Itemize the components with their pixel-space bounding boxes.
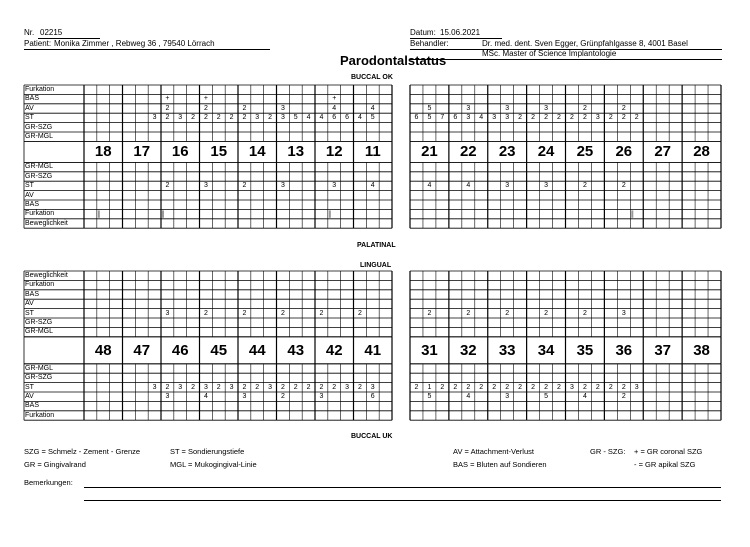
upper-top-bas-value[interactable]: + [332,95,337,103]
lower-top-st-value[interactable]: 2 [242,309,247,317]
lower-bottom-st-value[interactable]: 3 [203,383,208,391]
upper-top-st-value[interactable]: 2 [570,114,574,122]
upper-top-st-value[interactable]: 2 [608,114,613,122]
upper-top-st-value[interactable]: 3 [280,114,285,122]
upper-tooth-17: 17 [133,143,151,161]
lower-bottom-st-value[interactable]: 2 [505,383,510,391]
upper-top-st-value[interactable]: 3 [595,114,600,122]
lower-top-st-value[interactable]: 2 [357,309,362,317]
lower-tooth-42: 42 [325,341,343,359]
upper-bottom-st-value[interactable]: 2 [621,182,626,190]
lower-bottom-av-value[interactable]: 3 [165,393,170,400]
upper-top-st-value[interactable]: 2 [242,114,247,122]
lower-bottom-av-value[interactable]: 5 [544,393,548,400]
section-buccal-ok: BUCCAL OK [351,74,393,81]
lower-top-st-value[interactable]: 2 [466,309,471,317]
upper-top-st-value[interactable]: 3 [505,114,510,122]
lower-bottom-st-value[interactable]: 2 [357,383,362,391]
upper-top-st-value[interactable]: 2 [268,114,273,122]
lower-bottom-av-value[interactable]: 4 [582,393,587,400]
section-buccal-uk: BUCCAL UK [351,433,393,440]
lower-top-label-gr-mgl: GR-MGL [25,328,53,336]
lower-bottom-st-value[interactable]: 2 [479,383,484,391]
lower-bottom-st-value[interactable]: 2 [531,383,536,391]
lower-bottom-st-value[interactable]: 3 [152,383,157,391]
lower-top-st-value[interactable]: 2 [427,309,432,317]
upper-tooth-14: 14 [248,143,266,161]
lower-top-st-value[interactable]: 2 [505,309,510,317]
upper-top-st-value[interactable]: 2 [165,114,170,122]
lower-bottom-st-value[interactable]: 2 [453,383,458,391]
section-palatinal: PALATINAL [357,242,396,249]
upper-tooth-15: 15 [210,143,228,161]
upper-bottom-label-beweglichkeit: Beweglichkeit [25,219,68,227]
lower-bottom-st-value[interactable]: 2 [242,383,247,391]
upper-bottom-label-gr-szg: GR-SZG [25,172,53,180]
lower-top-label-bas: BAS [25,290,40,298]
lower-bottom-av-value[interactable]: 3 [242,393,247,400]
lower-bottom-st-value[interactable]: 2 [621,383,626,391]
upper-top-st-value[interactable]: 5 [427,114,432,122]
lower-tooth-41: 41 [364,341,382,359]
upper-tooth-28: 28 [693,143,710,161]
lower-bottom-label-bas: BAS [25,402,40,410]
lower-bottom-st-value[interactable]: 1 [427,383,432,391]
lower-bottom-st-value[interactable]: 2 [544,383,548,391]
upper-top-st-value[interactable]: 7 [440,114,445,122]
lower-bottom-label-st: ST [25,383,34,391]
lower-bottom-st-value[interactable]: 2 [280,383,285,391]
doctor-line2: MSc. Master of Science Implantologie [482,49,617,58]
upper-bottom-label-av: AV [25,191,34,199]
upper-top-st-value[interactable]: 3 [466,114,471,122]
furcation-mark [162,210,164,217]
upper-top-st-value[interactable]: 2 [531,114,536,122]
lower-bottom-st-value[interactable]: 2 [255,383,260,391]
page-title: Parodontalstatus [340,53,447,68]
upper-tooth-25: 25 [576,143,594,161]
lower-top-st-value[interactable]: 2 [280,309,285,317]
upper-bottom-st-value[interactable]: 4 [427,182,432,190]
lower-tooth-47: 47 [133,341,151,359]
legend-st: ST = Sondierungstiefe [170,447,245,456]
behandler-label: Behandler: [410,39,449,48]
lower-tooth-35: 35 [576,341,594,359]
upper-tooth-23: 23 [498,143,516,161]
lower-bottom-st-value[interactable]: 3 [634,383,639,391]
lower-bottom-st-value[interactable]: 2 [582,383,587,391]
upper-top-bas-value[interactable]: + [165,95,170,103]
lower-bottom-label-av: AV [25,393,34,400]
upper-bottom-st-value[interactable]: 4 [466,182,471,190]
remarks-label: Bemerkungen: [24,478,73,487]
upper-top-label-av: AV [25,104,34,112]
legend-minus: - = GR apikal SZG [634,460,696,469]
upper-top-st-value[interactable]: 3 [492,114,497,122]
upper-top-st-value[interactable]: 4 [306,114,311,122]
lower-bottom-st-value[interactable]: 2 [595,383,600,391]
legend-szg: SZG = Schmelz - Zement - Grenze [24,447,141,456]
upper-top-label-bas: BAS [25,95,40,103]
lower-bottom-st-value[interactable]: 3 [370,383,375,391]
upper-top-st-value[interactable]: 5 [370,114,375,122]
upper-bottom-label-furkation: Furkation [25,210,55,218]
doctor-line1: Dr. med. dent. Sven Egger, Grünpfahlgasse 8, 4001 Basel [482,39,688,48]
upper-bottom-label-bas: BAS [25,201,40,208]
upper-top-av-value[interactable]: 2 [621,104,626,112]
upper-top-st-value[interactable]: 2 [518,114,523,122]
lower-bottom-av-value[interactable]: 5 [427,393,432,400]
lower-bottom-av-value[interactable]: 3 [319,393,324,400]
upper-top-st-value[interactable]: 4 [357,114,362,122]
lower-bottom-av-value[interactable]: 4 [466,393,471,400]
upper-tooth-11: 11 [364,143,381,161]
lower-bottom-st-value[interactable]: 2 [165,383,170,391]
upper-top-av-value[interactable]: 4 [332,104,337,112]
upper-tooth-24: 24 [537,143,555,161]
upper-tooth-13: 13 [287,143,305,161]
upper-top-st-value[interactable]: 3 [178,114,183,122]
upper-tooth-12: 12 [325,143,343,161]
furcation-mark [329,210,331,217]
lower-bottom-st-value[interactable]: 2 [608,383,613,391]
upper-top-st-value[interactable]: 3 [152,114,157,122]
lower-bottom-st-value[interactable]: 2 [414,383,419,391]
lower-bottom-av-value[interactable]: 3 [505,393,510,400]
upper-tooth-22: 22 [459,143,477,161]
upper-top-bas-value[interactable]: + [203,95,208,103]
lower-bottom-st-value[interactable]: 3 [345,383,350,391]
lower-top-st-value[interactable]: 3 [165,309,170,317]
legend-av: AV = Attachment-Verlust [453,447,534,456]
lower-tooth-36: 36 [615,341,633,359]
datum-label: Datum: [410,28,436,37]
upper-top-st-value[interactable]: 2 [544,114,548,122]
upper-bottom-st-value[interactable]: 3 [332,182,337,190]
upper-top-st-value[interactable]: 2 [229,114,234,122]
furcation-mark [98,210,100,217]
nr-label: Nr. [24,28,35,37]
upper-bottom-st-value[interactable]: 4 [370,182,375,190]
upper-top-av-value[interactable]: 2 [165,104,170,112]
upper-top-st-value[interactable]: 2 [557,114,561,122]
lower-bottom-label-gr-szg: GR-SZG [25,374,53,382]
upper-top-av-value[interactable]: 4 [370,104,375,112]
lower-tooth-45: 45 [210,341,228,359]
upper-top-st-value[interactable]: 2 [634,114,639,122]
lower-tooth-46: 46 [171,341,189,359]
lower-bottom-st-value[interactable]: 2 [293,383,298,391]
lower-top-label-beweglichkeit: Beweglichkeit [25,272,68,279]
lower-bottom-st-value[interactable]: 2 [216,383,221,391]
lower-tooth-48: 48 [94,341,112,359]
upper-top-av-value[interactable]: 3 [466,104,471,112]
upper-top-st-value[interactable]: 4 [479,114,484,122]
lower-bottom-st-value[interactable]: 3 [570,383,574,391]
lower-bottom-st-value[interactable]: 2 [319,383,324,391]
upper-top-st-value[interactable]: 4 [319,114,324,122]
upper-top-st-value[interactable]: 2 [216,114,221,122]
upper-bottom-st-value[interactable]: 2 [165,182,170,190]
legend-gr: GR = Gingivalrand [24,460,86,469]
patient-value[interactable]: Monika Zimmer , Rebweg 36 , 79540 Lörrach [54,39,215,48]
lower-bottom-av-value[interactable]: 2 [621,393,626,400]
lower-top-label-av: AV [25,300,34,308]
lower-top-label-st: ST [25,309,34,317]
lower-bottom-st-value[interactable]: 2 [466,383,471,391]
legend-bas: BAS = Bluten auf Sondieren [453,460,547,469]
upper-tooth-21: 21 [421,143,438,161]
upper-bottom-label-gr-mgl: GR-MGL [25,163,53,171]
upper-bottom-label-st: ST [25,182,34,190]
lower-bottom-st-value[interactable]: 3 [268,383,273,391]
lower-bottom-st-value[interactable]: 2 [306,383,311,391]
upper-tooth-18: 18 [94,143,112,161]
upper-bottom-st-value[interactable]: 3 [544,182,548,190]
upper-tooth-27: 27 [654,143,672,161]
legend-plus: + = GR coronal SZG [634,447,703,456]
upper-top-av-value[interactable]: 3 [544,104,548,112]
upper-top-st-value[interactable]: 5 [293,114,298,122]
upper-top-av-value[interactable]: 3 [280,104,285,112]
upper-bottom-st-value[interactable]: 2 [582,182,587,190]
upper-top-av-value[interactable]: 3 [505,104,510,112]
lower-tooth-38: 38 [693,341,710,359]
lower-top-st-value[interactable]: 2 [582,309,587,317]
lower-bottom-av-value[interactable]: 2 [280,393,285,400]
upper-top-st-value[interactable]: 2 [582,114,587,122]
lower-top-label-gr-szg: GR-SZG [25,319,53,326]
upper-top-label-st: ST [25,114,34,122]
upper-top-st-value[interactable]: 2 [203,114,208,122]
patient-label: Patient: [24,39,52,48]
lower-bottom-st-value[interactable]: 2 [332,383,337,391]
lower-bottom-st-value[interactable]: 2 [191,383,196,391]
upper-bottom-st-value[interactable]: 3 [505,182,510,190]
datum-value[interactable]: 15.06.2021 [440,28,481,37]
upper-top-st-value[interactable]: 6 [332,114,337,122]
lower-tooth-44: 44 [248,341,266,359]
upper-top-av-value[interactable]: 5 [427,104,432,112]
remarks-line-2[interactable] [84,500,721,501]
lower-bottom-st-value[interactable]: 3 [178,383,183,391]
lower-tooth-33: 33 [498,341,516,359]
lower-tooth-31: 31 [421,341,438,359]
lower-bottom-st-value[interactable]: 3 [229,383,234,391]
lower-bottom-st-value[interactable]: 2 [440,383,445,391]
lower-top-st-value[interactable]: 3 [621,309,626,317]
lower-top-label-furkation: Furkation [25,281,55,289]
lower-bottom-label-furkation: Furkation [25,411,55,419]
lower-top-st-value[interactable]: 2 [203,309,208,317]
nr-value[interactable]: 02215 [40,28,63,37]
upper-tooth-16: 16 [171,143,189,161]
upper-top-st-value[interactable]: 6 [453,114,458,122]
upper-bottom-st-value[interactable]: 2 [242,182,247,190]
lower-tooth-32: 32 [459,341,477,359]
lower-bottom-label-gr-mgl: GR-MGL [25,364,53,372]
remarks-line-1[interactable] [84,487,721,488]
upper-tooth-26: 26 [615,143,633,161]
upper-top-st-value[interactable]: 6 [345,114,350,122]
lower-tooth-43: 43 [287,341,305,359]
lower-bottom-av-value[interactable]: 4 [203,393,208,400]
upper-top-av-value[interactable]: 2 [242,104,247,112]
upper-top-st-value[interactable]: 2 [621,114,626,122]
upper-bottom-st-value[interactable]: 3 [280,182,285,190]
lower-tooth-34: 34 [537,341,555,359]
section-lingual: LINGUAL [360,262,392,269]
upper-top-av-value[interactable]: 2 [203,104,208,112]
upper-top-label-gr-szg: GR-SZG [25,123,53,131]
lower-top-st-value[interactable]: 2 [319,309,324,317]
upper-top-label-gr-mgl: GR-MGL [25,133,53,140]
upper-top-st-value[interactable]: 3 [255,114,260,122]
upper-bottom-st-value[interactable]: 3 [203,182,208,190]
upper-top-av-value[interactable]: 2 [582,104,587,112]
lower-top-st-value[interactable]: 2 [544,309,548,317]
lower-bottom-st-value[interactable]: 2 [557,383,561,391]
upper-top-st-value[interactable]: 6 [414,114,419,122]
legend-grszg: GR - SZG: [590,447,626,456]
furcation-mark [631,210,633,217]
upper-top-label-furkation: Furkation [25,86,55,93]
legend-mgl: MGL = Mukogingival-Linie [170,460,257,469]
lower-tooth-37: 37 [654,341,672,359]
lower-bottom-st-value[interactable]: 2 [518,383,523,391]
lower-bottom-st-value[interactable]: 2 [492,383,497,391]
upper-top-st-value[interactable]: 2 [191,114,196,122]
lower-bottom-av-value[interactable]: 6 [370,393,375,400]
